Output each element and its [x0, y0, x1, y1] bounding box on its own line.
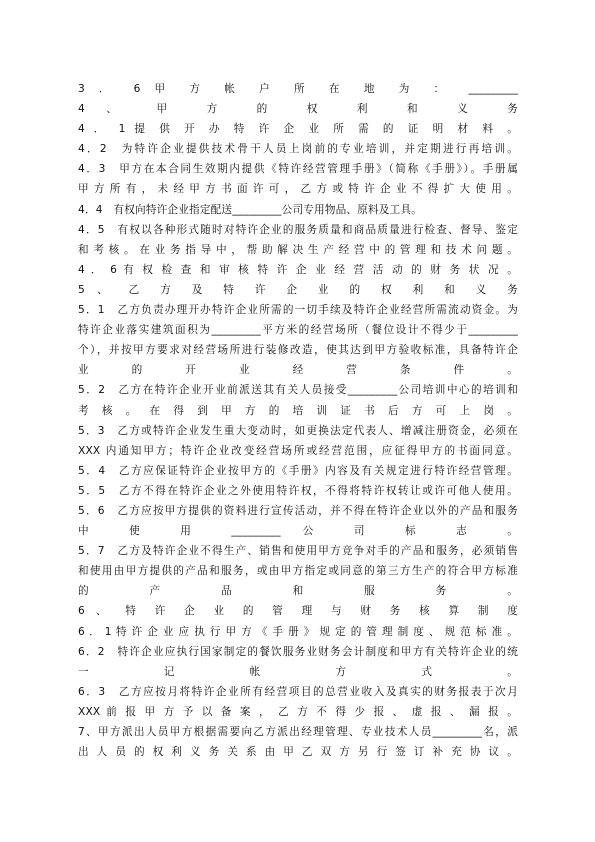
text-line: 5．5 乙方不得在特许企业之外使用特许权，不得将特许权转让或许可他人使用。 [78, 484, 518, 497]
text-line: 中 使 用 _________ 公 司 标 志 。 [78, 525, 518, 538]
text-line: 和 考 核 。 在 业 务 指 导 中 ， 帮 助 解 决 生 产 经 营 中 的 管 理 和 技 术 问 题 。 [78, 243, 518, 256]
text-line: 特许企业落实建筑面积为_________平方米的经营场所（餐位设计不得少于_________ [78, 324, 518, 337]
text-line: 6 ． 1 特 许 企 业 应 执 行 甲 方 《 手 册 》 规 定 的 管 理 制 度 、 规 范 标 准 。 [78, 625, 518, 638]
text-line: 4 ． 1 提 供 开 办 特 许 企 业 所 需 的 证 明 材 料 。 [78, 123, 518, 136]
text-line: 4．4 有权向特许企业指定配送_________公司专用物品、原料及工具。 [78, 203, 422, 216]
text-line: 5．6 乙方应按甲方提供的资料进行宣传活动，并不得在特许企业以外的产品和服务 [78, 504, 518, 517]
text-line: 4．5 有权以各种形式随时对特许企业的服务质量和商品质量进行检查、督导、鉴定 [78, 223, 518, 236]
text-line: 6 、 特 许 企 业 的 管 理 与 财 务 核 算 制 度 [78, 605, 518, 618]
text-line: 5．7 乙方及特许企业不得生产、销售和使用甲方竞争对手的产品和服务，必须销售 [78, 545, 518, 558]
text-line: 5．1 乙方负责办理开办特许企业所需的一切手续及特许企业经营所需流动资金。为 [78, 304, 518, 317]
text-line: 5 、 乙 方 及 特 许 企 业 的 权 利 和 义 务 [78, 283, 518, 296]
text-line: 4 、 甲 方 的 权 利 和 义 务 [78, 103, 518, 116]
text-line: 考 核 。 在 得 到 甲 方 的 培 训 证 书 后 方 可 上 岗 。 [78, 404, 518, 417]
text-line: 5．4 乙方应保证特许企业按甲方的《手册》内容及有关规定进行特许经营管理。 [78, 464, 518, 477]
text-line: 4．2 为特许企业提供技术骨干人员上岗前的专业培训，并定期进行再培训。 [78, 143, 518, 156]
text-line: 出 人 员 的 权 利 义 务 关 系 由 甲 乙 双 方 另 行 签 订 补 充 协 议 。 [78, 746, 518, 759]
text-line: 一 记 帐 方 式 。 [78, 665, 518, 678]
text-line: 甲 方 所 有 ， 未 经 甲 方 书 面 许 可 ， 乙 方 或 特 许 企 业 不 得 扩 大 使 用 。 [78, 183, 518, 196]
contract-text-body [78, 79, 518, 762]
text-line: 个），并按甲方要求对经营场所进行装修改造，使其达到甲方验收标准，具备特许企 [78, 344, 518, 357]
text-line: XXX 内通知甲方；特许企业改变经营场所或经营范围，应征得甲方的书面同意。 [78, 444, 518, 457]
text-line: 5．2 乙方在特许企业开业前派送其有关人员接受_________公司培训中心的培训和 [78, 384, 518, 397]
text-line: 3 ． 6 甲 方 帐 户 所 在 地 为 ： _________ [78, 83, 518, 95]
text-line: 4 ． 6 有 权 检 查 和 审 核 特 许 企 业 经 营 活 动 的 财 务 状 况 。 [78, 263, 518, 276]
text-line: 7、甲方派出人员甲方根据需要向乙方派出经理管理、专业技术人员_________名，派 [78, 726, 518, 738]
text-line: 业 的 开 业 经 营 条 件 。 [78, 364, 518, 377]
text-line: 和使用由甲方提供的产品和服务，或由甲方指定或同意的第三方生产的符合甲方标准 [78, 565, 518, 578]
text-line: XXX 前 报 甲 方 予 以 备 案 ， 乙 方 不 得 少 报 、 虚 报 、 漏 报 。 [78, 705, 518, 718]
text-line: 的 产 品 和 服 务 。 [78, 585, 518, 598]
text-line: 5．3 乙方或特许企业发生重大变动时，如更换法定代表人、增减注册资金，必须在 [78, 424, 518, 437]
text-line: 4．3 甲方在本合同生效期内提供《特许经营管理手册》（简称《手册》）。手册属 [78, 163, 518, 176]
text-line: 6．2 特许企业应执行国家制定的餐饮服务业财务会计制度和甲方有关特许企业的统 [78, 645, 518, 658]
text-line: 6．3 乙方应按月将特许企业所有经营项目的总营业收入及真实的财务报表于次月 [78, 685, 518, 698]
